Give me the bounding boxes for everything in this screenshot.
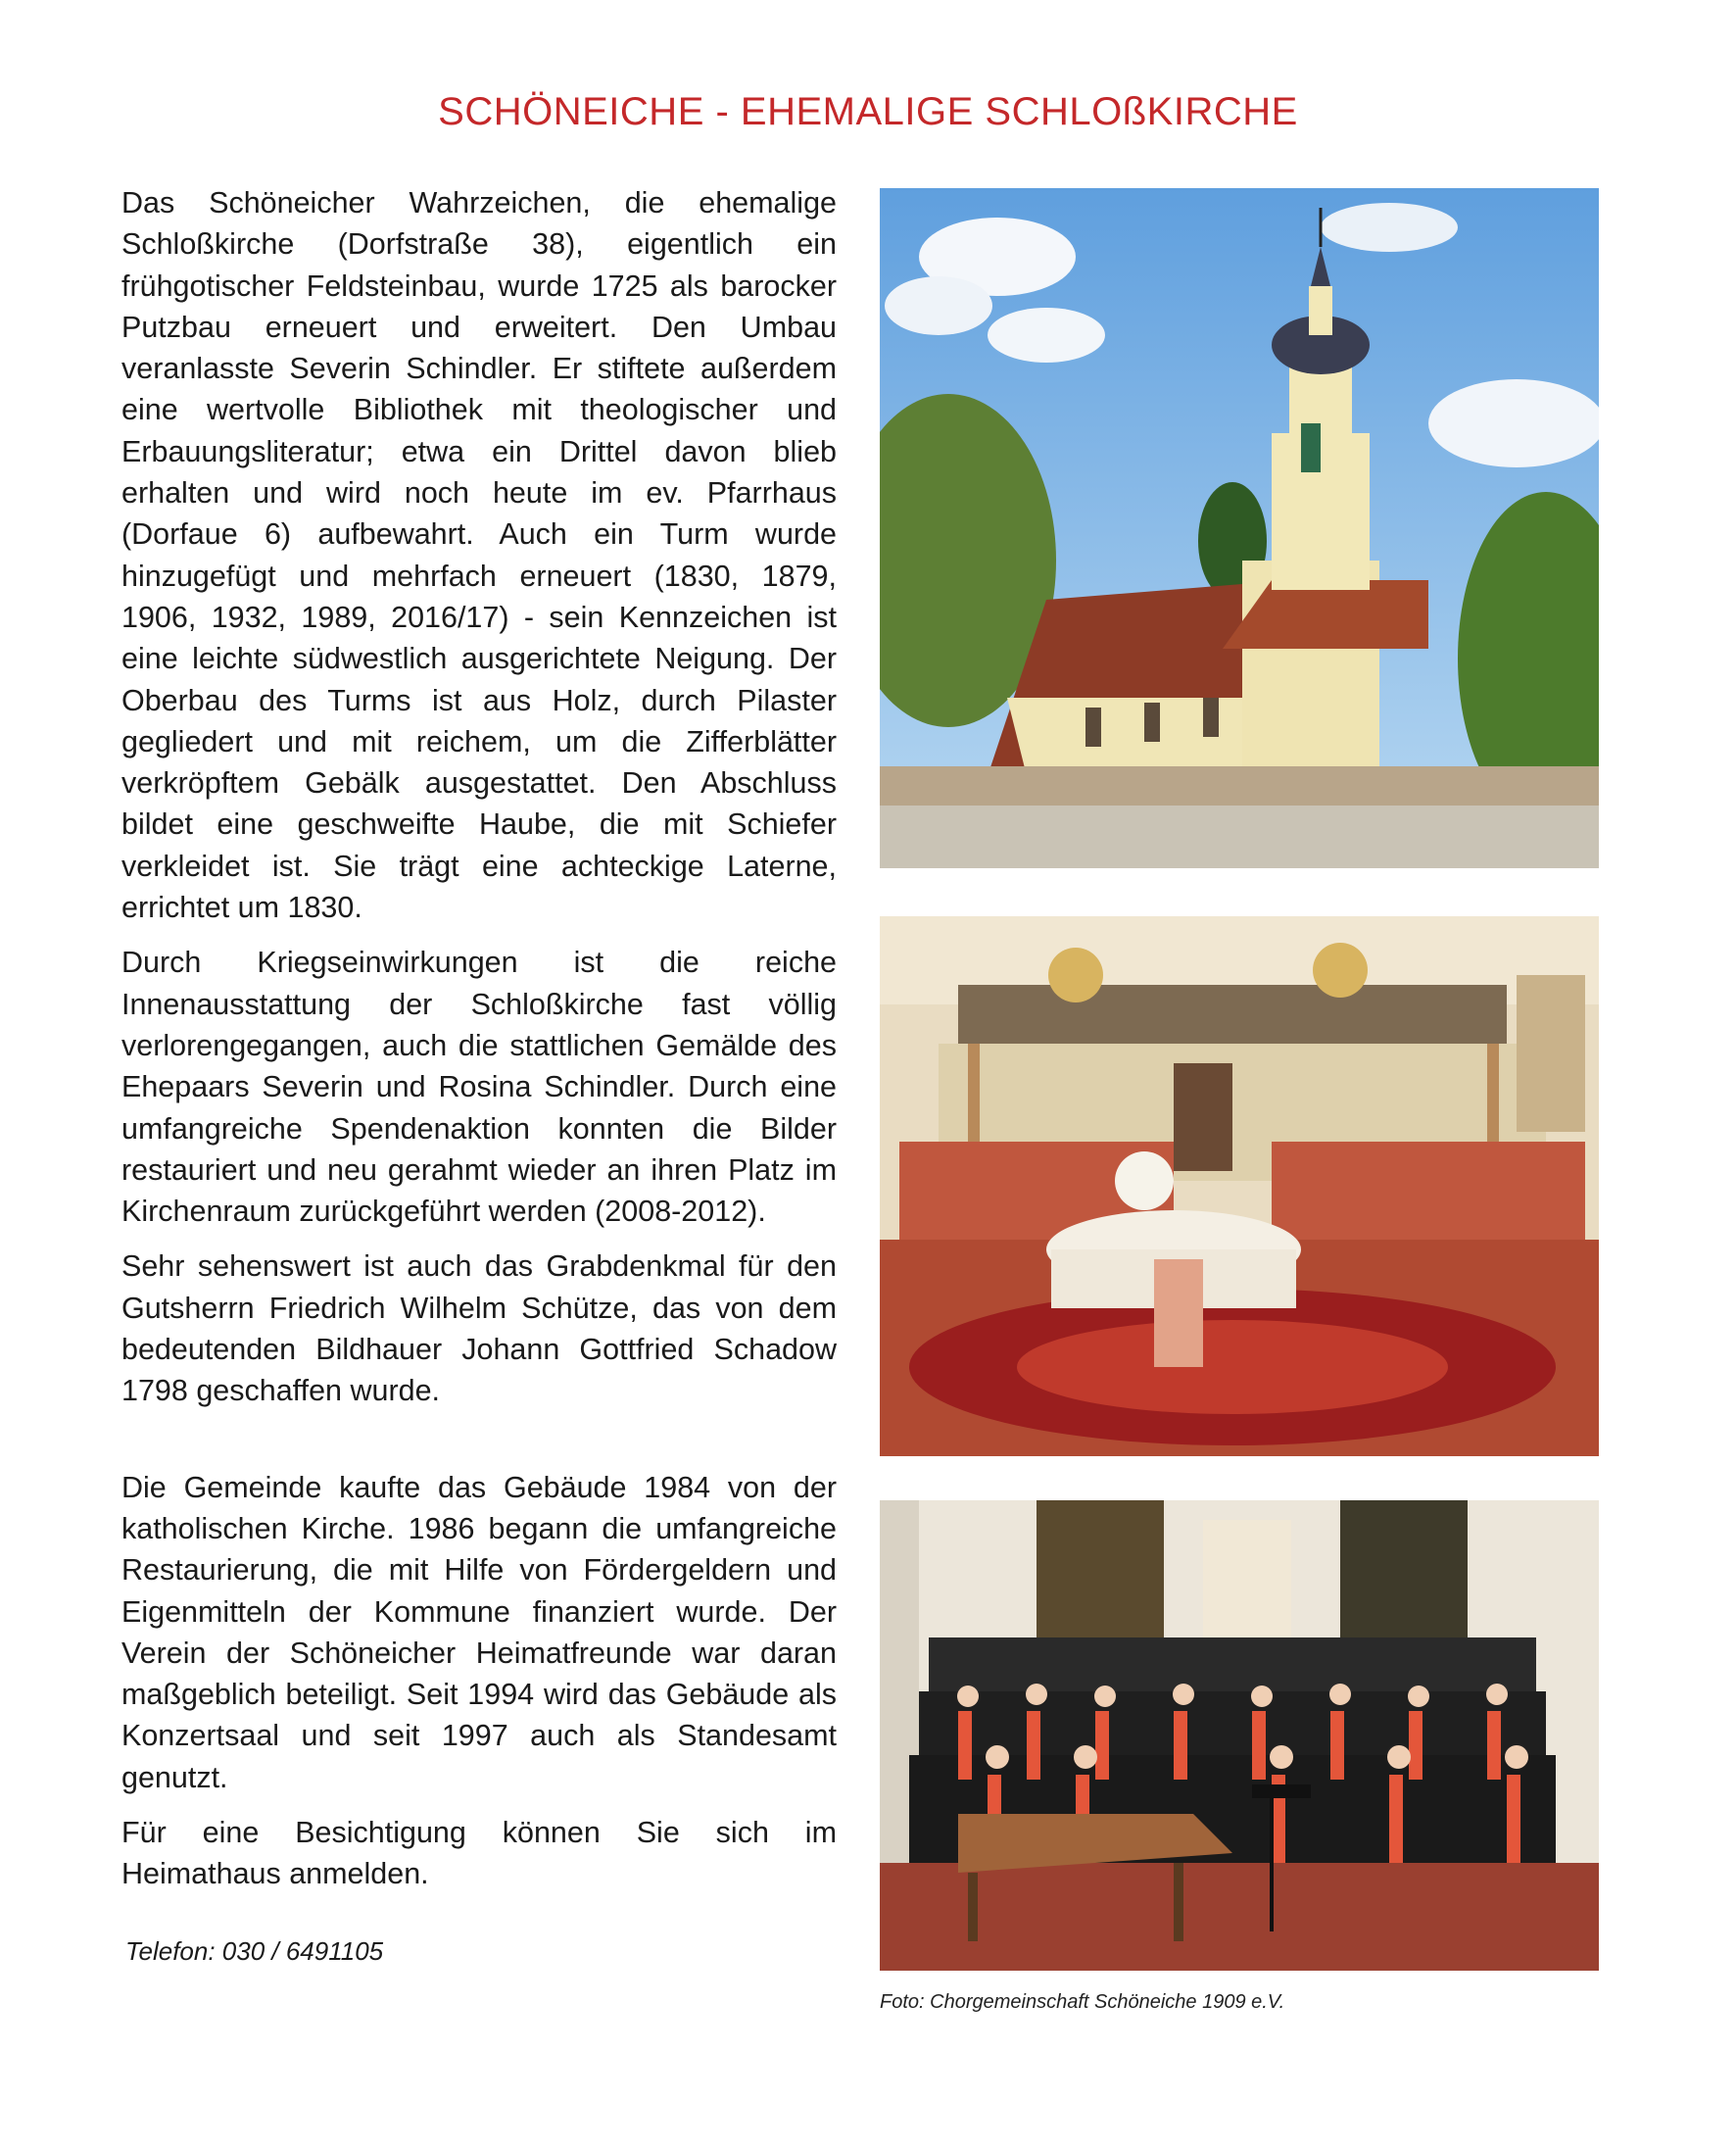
photo-caption: Foto: Chorgemeinschaft Schöneiche 1909 e.V. [880, 1991, 1285, 2013]
church-exterior-photo [880, 188, 1599, 868]
page-title: SCHÖNEICHE - EHEMALIGE SCHLOßKIRCHE [438, 90, 1298, 133]
church-interior-photo [880, 916, 1599, 1456]
choir-photo [880, 1500, 1599, 1971]
paragraph-visit: Für eine Besichtigung können Sie sich im Heimathaus anmelden. [121, 1815, 837, 1891]
paragraph-monument: Sehr sehenswert ist auch das Grabdenkmal für den Gutsherrn Friedrich Wilhelm Schütze, das von dem bedeutenden Bildhauer Johann Gottfried Schadow 1798 geschaffen wurde. [121, 1249, 837, 1408]
paragraph-interior: Durch Kriegseinwirkungen ist die reiche Innenausstattung der Schloßkirche fast völlig verlorengegangen, auch die stattlichen Gemälde des Ehepaars Severin und Rosina Schindler. Durch eine umfangreiche Spendenaktion konnten die Bilder restauriert und neu gerahmt wieder an ihren Platz im Kirchenraum zurückgeführt werden (2008-2012). [121, 946, 837, 1229]
paragraph-history: Das Schöneicher Wahrzeichen, die ehemalige Schloßkirche (Dorfstraße 38), eigentlich ein frühgotischer Feldsteinbau, wurde 1725 als barocker Putzbau erneuert und erweitert. Den Umbau veranlasste Severin Schindler. Er stiftete außerdem eine wertvolle Bibliothek mit theologischer und Erbauungsliteratur; etwa ein Drittel davon blieb erhalten und wird noch heute im ev. Pfarrhaus (Dorfaue 6) aufbewahrt. Auch ein Turm wurde hinzugefügt und mehrfach erneuert (1830, 1879, 1906, 1932, 1989, 2016/17) - sein Kennzeichen ist eine leichte südwestlich ausgerichtete Neigung. Der Oberbau des Turms ist aus Holz, durch Pilaster gegliedert und mit reichem, um die Zifferblätter verkröpftem Gebälk ausgestattet. Den Abschluss bildet eine geschweifte Haube, die mit Schiefer verkleidet ist. Sie trägt eine achteckige Laterne, errichtet um 1830. [121, 186, 837, 925]
paragraph-restoration: Die Gemeinde kaufte das Gebäude 1984 von der katholischen Kirche. 1986 begann die umfangreiche Restaurierung, die mit Hilfe von Fördergeldern und Eigenmitteln der Kommune finanziert wurde. Der Verein der Schöneicher Heimatfreunde war daran maßgeblich beteiligt. Seit 1994 wird das Gebäude als Konzertsaal und seit 1997 auch als Standesamt genutzt. [121, 1470, 837, 1794]
phone-number: Telefon: 030 / 6491105 [125, 1936, 384, 1966]
article-text [121, 182, 837, 1895]
